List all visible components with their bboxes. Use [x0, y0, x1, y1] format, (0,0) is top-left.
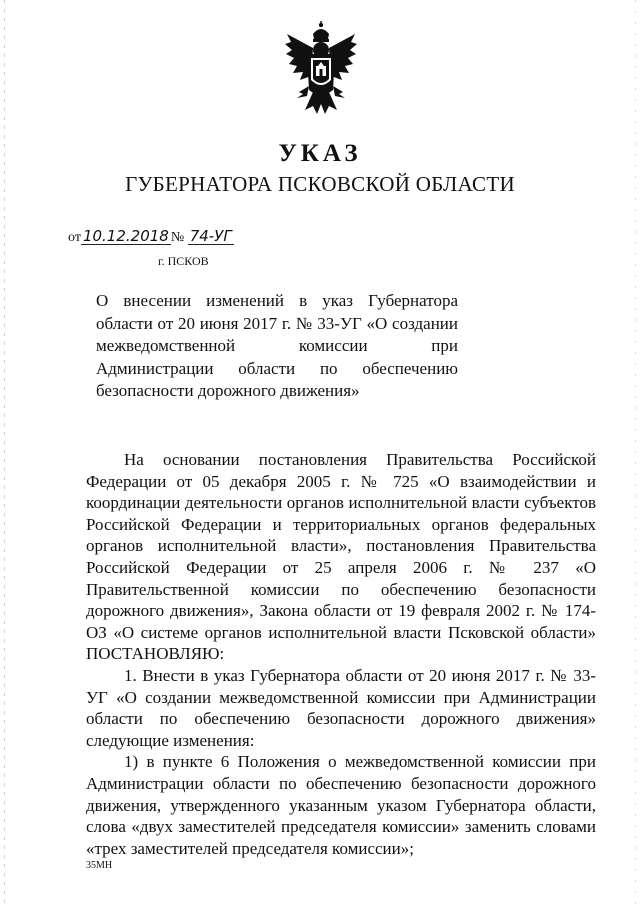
- scan-edge-right: [635, 0, 636, 905]
- pskov-coat-of-arms-icon: [283, 20, 359, 116]
- decree-body: [86, 449, 596, 859]
- item-1-1-paragraph: 1) в пункте 6 Положения о межведомственной комиссии при Администрации области по обеспечению безопасности дорожного движения, утвержденного указанным указом Губернатора области, слова «двух заместителей председателя комиссии» заменить словами «трех заместителей председателя комиссии»;: [86, 752, 596, 858]
- preamble-paragraph: На основании постановления Правительства Российской Федерации от 05 декабря 2005 г. № 725 «О взаимодействии и координации деятельности органов исполнительной власти субъектов Российской Федерации и территориальных органов федеральных органов исполнительной власти», постановления Правительства Российской Федерации от 25 апреля 2006 г. № 237 «О Правительственной комиссии по обеспечению безопасности дорожного движения», Закона области от 19 февраля 2002 г. № 174-ОЗ «О системе органов исполнительной власти Псковской области» ПОСТАНОВЛЯЮ:: [86, 450, 596, 664]
- decree-number: 74-УГ: [189, 227, 232, 245]
- decree-date: 10.12.2018: [82, 227, 169, 245]
- scan-edge-left: [4, 0, 5, 905]
- document-subtitle: ГУБЕРНАТОРА ПСКОВСКОЙ ОБЛАСТИ: [125, 172, 515, 196]
- document-title: УКАЗ: [278, 140, 362, 167]
- item-1-paragraph: 1. Внести в указ Губернатора области от 20 июня 2017 г. № 33-УГ «О создании межведомственной комиссии при Администрации области по обеспечению безопасности дорожного движения» следующие изменения:: [86, 665, 596, 750]
- number-prefix: №: [170, 230, 185, 245]
- date-number-line: [68, 229, 234, 246]
- decree-heading: О внесении изменений в указ Губернатора области от 20 июня 2017 г. № 33-УГ «О создании межведомственной комиссии при Администрации области по обеспечению безопасности дорожного движения»: [96, 291, 458, 400]
- place-of-issue: г. ПСКОВ: [158, 254, 209, 268]
- date-prefix: от: [68, 230, 81, 245]
- footer-code: 35МН: [86, 860, 113, 871]
